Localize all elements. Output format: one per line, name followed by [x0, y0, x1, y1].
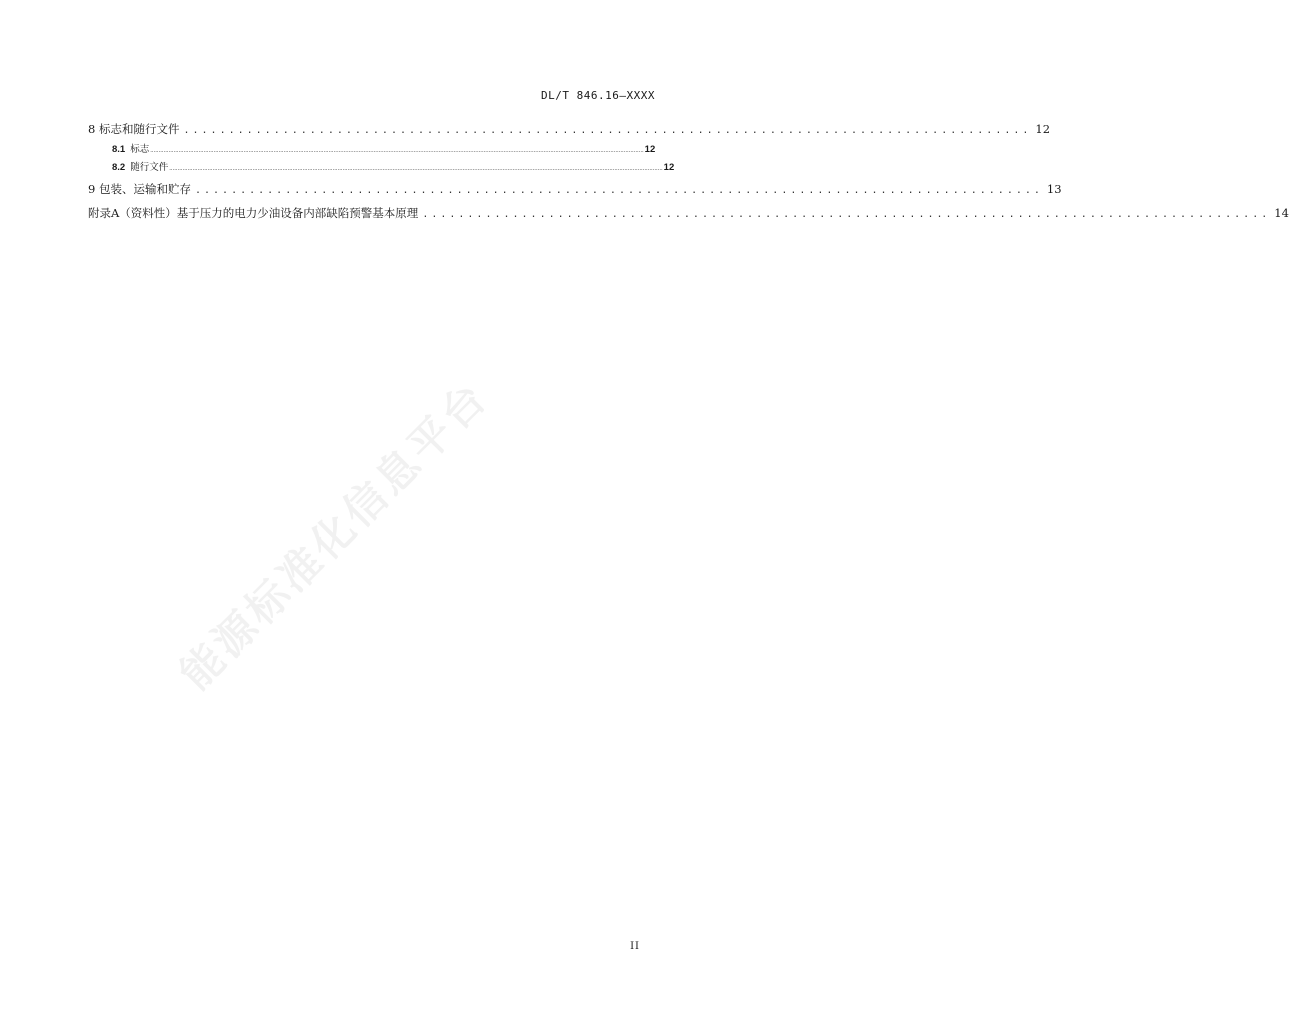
toc-page-number: 12 [1035, 122, 1051, 136]
dot-leader: ........................................................................................................................................................................................................................................................................................................ [150, 148, 644, 154]
toc-entry-appendix-a[interactable] [88, 201, 1289, 225]
table-of-contents [88, 117, 1289, 225]
dot-leader: .............................................................................................. [183, 125, 1032, 136]
toc-page-number: 14 [1274, 206, 1289, 220]
toc-entry-title: 8 标志和随行文件 [88, 122, 180, 136]
toc-page-number: 13 [1046, 182, 1062, 196]
toc-entry-8[interactable] [88, 117, 1051, 141]
toc-page-number: 12 [663, 162, 675, 173]
toc-entry-title: 附录A（资料性）基于压力的电力少油设备内部缺陷预警基本原理 [88, 206, 419, 220]
toc-entry-title: 9 包装、运输和贮存 [88, 182, 191, 196]
toc-entry-8-1[interactable] [88, 141, 654, 159]
toc-entry-number: 8.2 [112, 162, 126, 173]
dot-leader: .............................................................................................. [422, 209, 1271, 220]
toc-page-number: 12 [644, 144, 656, 155]
dot-leader: .............................................................................................. [194, 185, 1043, 196]
document-code: DL/T 846.16—XXXX [541, 89, 655, 102]
toc-entry-title: 标志 [130, 144, 150, 155]
toc-entry-title: 随行文件 [130, 162, 169, 173]
toc-entry-number: 8.1 [112, 144, 126, 155]
page-number: II [630, 941, 640, 952]
watermark: 能源标准化信息平台 [170, 371, 498, 700]
toc-entry-8-2[interactable] [88, 159, 675, 177]
toc-entry-9[interactable] [88, 177, 1062, 201]
dot-leader: ........................................................................................................................................................................................................................................................................................................ [169, 166, 663, 172]
